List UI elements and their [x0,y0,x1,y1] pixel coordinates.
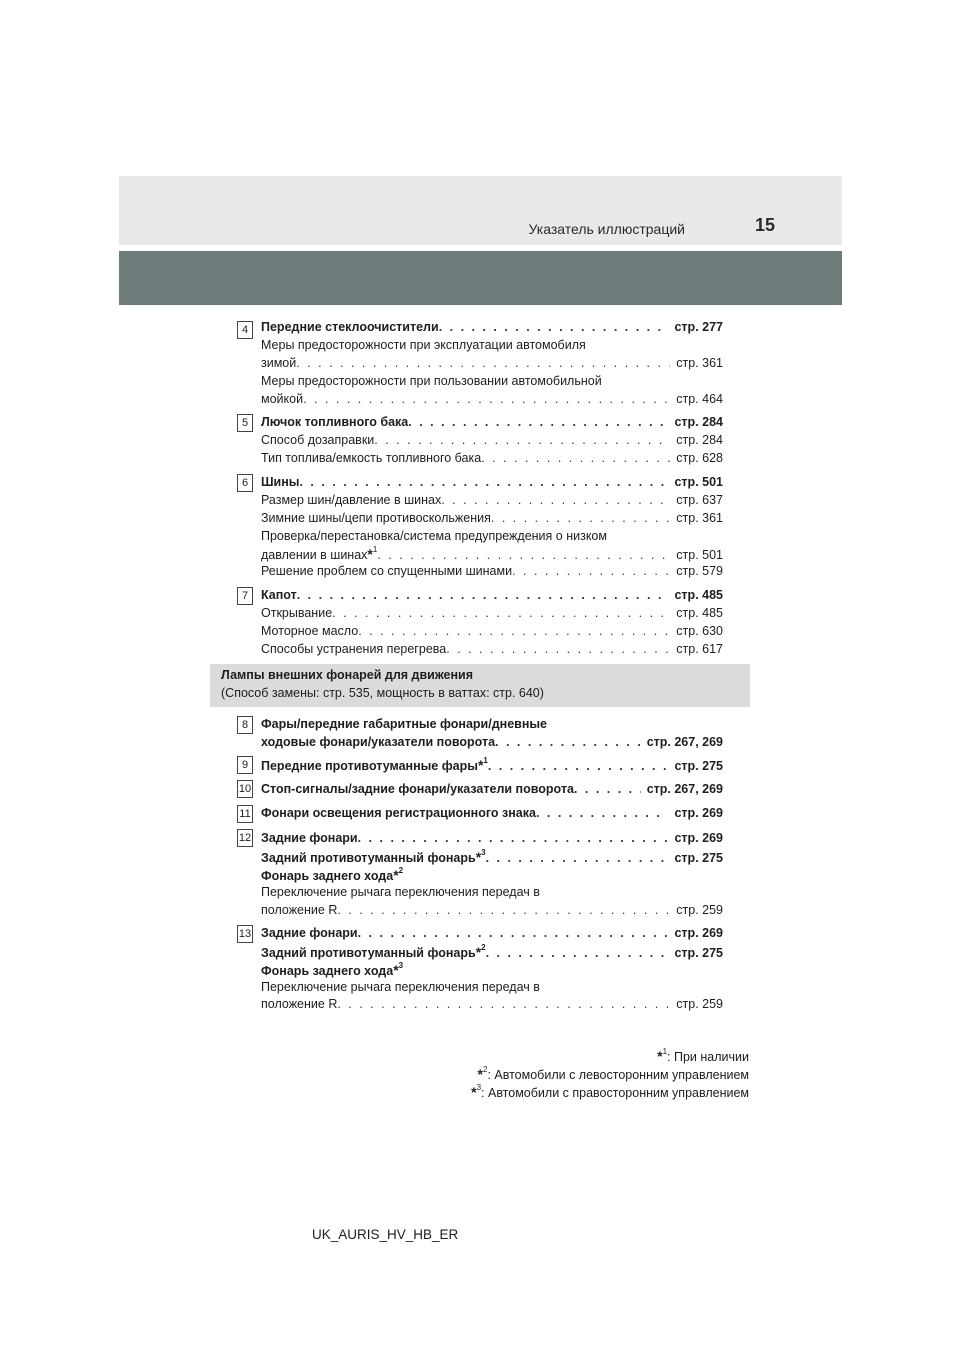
toc-line: Проверка/перестановка/система предупреждения о низком [261,529,607,543]
toc-line: Переключение рычага переключения передач в [261,885,540,899]
toc-line: Фонарь заднего хода*$^3$ [261,961,404,978]
page-number: 15 [754,215,775,235]
toc-line: Задний противотуманный фонарь*$^3$ . . . стр. 275 [261,849,723,865]
lamps-box-title: Лампы внешних фонарей для движения [221,668,474,682]
toc-line: Задний противотуманный фонарь*$^2$ . . . стр. 275 [261,944,723,960]
marker-8: 8 [237,716,253,734]
toc-line: Размер шин/давление в шинах . . . стр. 637 [261,493,723,507]
toc-line: Фонарь заднего хода*$^2$ [261,866,404,883]
toc-line: Тип топлива/емкость топливного бака . . . стр. 628 [261,451,723,465]
toc-line: Передние стеклоочистители . . . стр. 277 [261,320,723,334]
toc-line: Способ дозаправки . . . стр. 284 [261,433,723,447]
page-section-title: Указатель иллюстраций [528,221,685,237]
lamps-box-subtitle: (Способ замены: стр. 535, мощность в ваттах: стр. 640) [221,686,544,700]
marker-6: 6 [237,474,253,492]
marker-10: 10 [237,780,253,798]
document-code: UK_AURIS_HV_HB_ER [312,1227,459,1242]
marker-9: 9 [237,756,253,774]
marker-5: 5 [237,414,253,432]
toc-line: давлении в шинах*$^1$ . . . стр. 501 [261,546,723,562]
toc-line: Моторное масло . . . стр. 630 [261,624,723,638]
marker-11: 11 [237,805,253,823]
toc-line: мойкой . . . стр. 464 [261,392,723,406]
toc-line: Зимние шины/цепи противоскольжения . . . стр. 361 [261,511,723,525]
toc-line: Задние фонари . . . стр. 269 [261,831,723,845]
toc-line: Меры предосторожности при эксплуатации автомобиля [261,338,586,352]
marker-13: 13 [237,925,253,943]
toc-line: Меры предосторожности при пользовании автомобильной [261,374,602,388]
header-bar [119,251,842,305]
toc-line: Шины . . . стр. 501 [261,475,723,489]
toc-line: Задние фонари . . . стр. 269 [261,926,723,940]
footnote: *$^1$: При наличии [657,1047,749,1064]
toc-line: Открывание . . . стр. 485 [261,606,723,620]
toc-line: Способы устранения перегрева . . . стр. 617 [261,642,723,656]
toc-line: Фары/передние габаритные фонари/дневные [261,717,548,731]
toc-line: Передние противотуманные фары*$^1$ . . . стр. 275 [261,757,723,773]
toc-line: Стоп-сигналы/задние фонари/указатели поворота . . . стр. 267, 269 [261,782,723,796]
toc-line: Решение проблем со спущенными шинами . . . стр. 579 [261,564,723,578]
toc-line: Переключение рычага переключения передач в [261,980,540,994]
marker-4: 4 [237,321,253,339]
toc-line: Лючок топливного бака . . . стр. 284 [261,415,723,429]
toc-line: зимой . . . стр. 361 [261,356,723,370]
marker-7: 7 [237,587,253,605]
footnote: *$^2$: Автомобили с левосторонним управлением [477,1065,749,1082]
toc-line: положение R . . . стр. 259 [261,997,723,1011]
toc-line: ходовые фонари/указатели поворота . . . стр. 267, 269 [261,735,723,749]
toc-line: Капот . . . стр. 485 [261,588,723,602]
toc-line: Фонари освещения регистрационного знака . . . стр. 269 [261,806,723,820]
toc-line: положение R . . . стр. 259 [261,903,723,917]
marker-12: 12 [237,829,253,847]
footnote: *$^3$: Автомобили с правосторонним управлением [471,1083,749,1100]
